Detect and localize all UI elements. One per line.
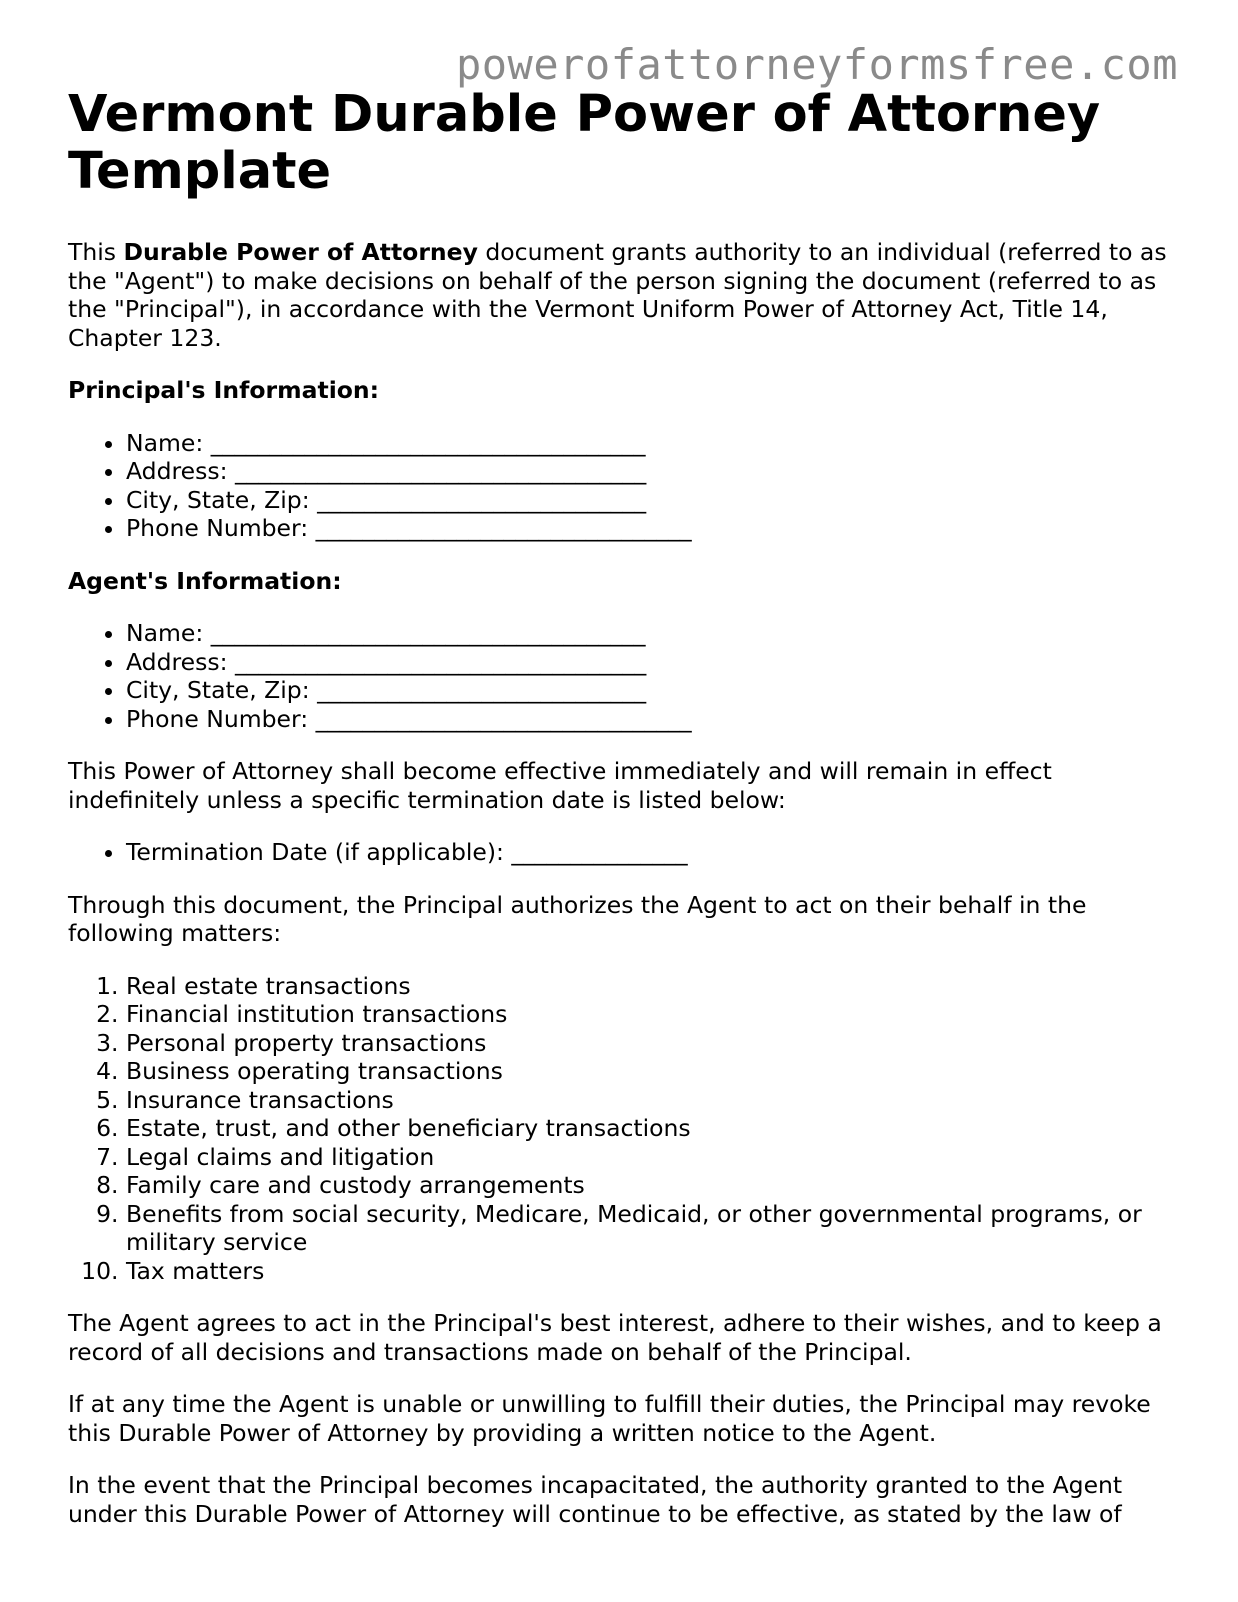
principal-info-heading: Principal's Information: [68, 376, 380, 404]
termination-date-field: • Termination Date (if applicable): _______________ [126, 838, 1180, 867]
matter-item: 4. Business operating transactions [126, 1057, 1180, 1086]
principal-info-list [68, 429, 1180, 543]
document-title: Vermont Durable Power of Attorney Template [68, 85, 1101, 201]
revocation-paragraph: If at any time the Agent is unable or unwilling to fulfill their duties, the Principal may revoke this Durable Power of Attorney by providing a written notice to the Agent. [68, 1390, 1151, 1447]
matter-item: 7. Legal claims and litigation [126, 1143, 1180, 1172]
matter-item: 8. Family care and custody arrangements [126, 1171, 1180, 1200]
matter-item: 6. Estate, trust, and other beneficiary transactions [126, 1114, 1180, 1143]
matter-item: 3. Personal property transactions [126, 1029, 1180, 1058]
principal-city-state-zip-field: • City, State, Zip: ____________________________ [126, 486, 1180, 515]
agent-info-list [68, 619, 1180, 733]
intro-paragraph [68, 238, 1180, 352]
agent-city-state-zip-field: • City, State, Zip: ____________________________ [126, 676, 1180, 705]
termination-list [68, 838, 1180, 867]
effective-paragraph: This Power of Attorney shall become effective immediately and will remain in effect indefinitely unless a specific termination date is listed below: [68, 757, 1052, 814]
agent-address-field: • Address: ___________________________________ [126, 648, 1180, 677]
matter-item: 5. Insurance transactions [126, 1086, 1180, 1115]
intro-lead: This [68, 238, 124, 266]
agent-phone-field: • Phone Number: ________________________________ [126, 705, 1180, 734]
authorization-paragraph: Through this document, the Principal authorizes the Agent to act on their behalf in the following matters: [68, 890, 1087, 947]
document-page [68, 86, 1180, 1528]
intro-bold-term: Durable Power of Attorney [123, 238, 478, 266]
matter-item: 1. Real estate transactions [126, 972, 1180, 1001]
matter-item: 9. Benefits from social security, Medicare, Medicaid, or other governmental programs, or military service [126, 1200, 1180, 1257]
agent-duty-paragraph: The Agent agrees to act in the Principal's best interest, adhere to their wishes, and to keep a record of all decisions and transactions made on behalf of the Principal. [68, 1309, 1162, 1366]
principal-address-field: • Address: ___________________________________ [126, 457, 1180, 486]
matter-item: 10. Tax matters [126, 1257, 1180, 1286]
principal-name-field: • Name: _____________________________________ [126, 429, 1180, 458]
matter-item: 2. Financial institution transactions [126, 1000, 1180, 1029]
agent-info-heading: Agent's Information: [68, 566, 342, 595]
principal-phone-field: • Phone Number: ________________________________ [126, 514, 1180, 543]
site-watermark: powerofattorneyformsfree.com [455, 40, 1178, 89]
incapacity-paragraph: In the event that the Principal becomes incapacitated, the authority granted to the Agent under this Durable Power of Attorney will continue to be effective, as stated by the law of [68, 1471, 1123, 1528]
matters-list [68, 972, 1180, 1286]
agent-name-field: • Name: _____________________________________ [126, 619, 1180, 648]
intro-rest: document grants authority to an individual (referred to as the "Agent") to make decisions on behalf of the person signing the document (referred to as the "Principal"), in accordance with the Vermont Uniform Power of Attorney Act, Title 14, Chapter 123. [68, 238, 1167, 352]
